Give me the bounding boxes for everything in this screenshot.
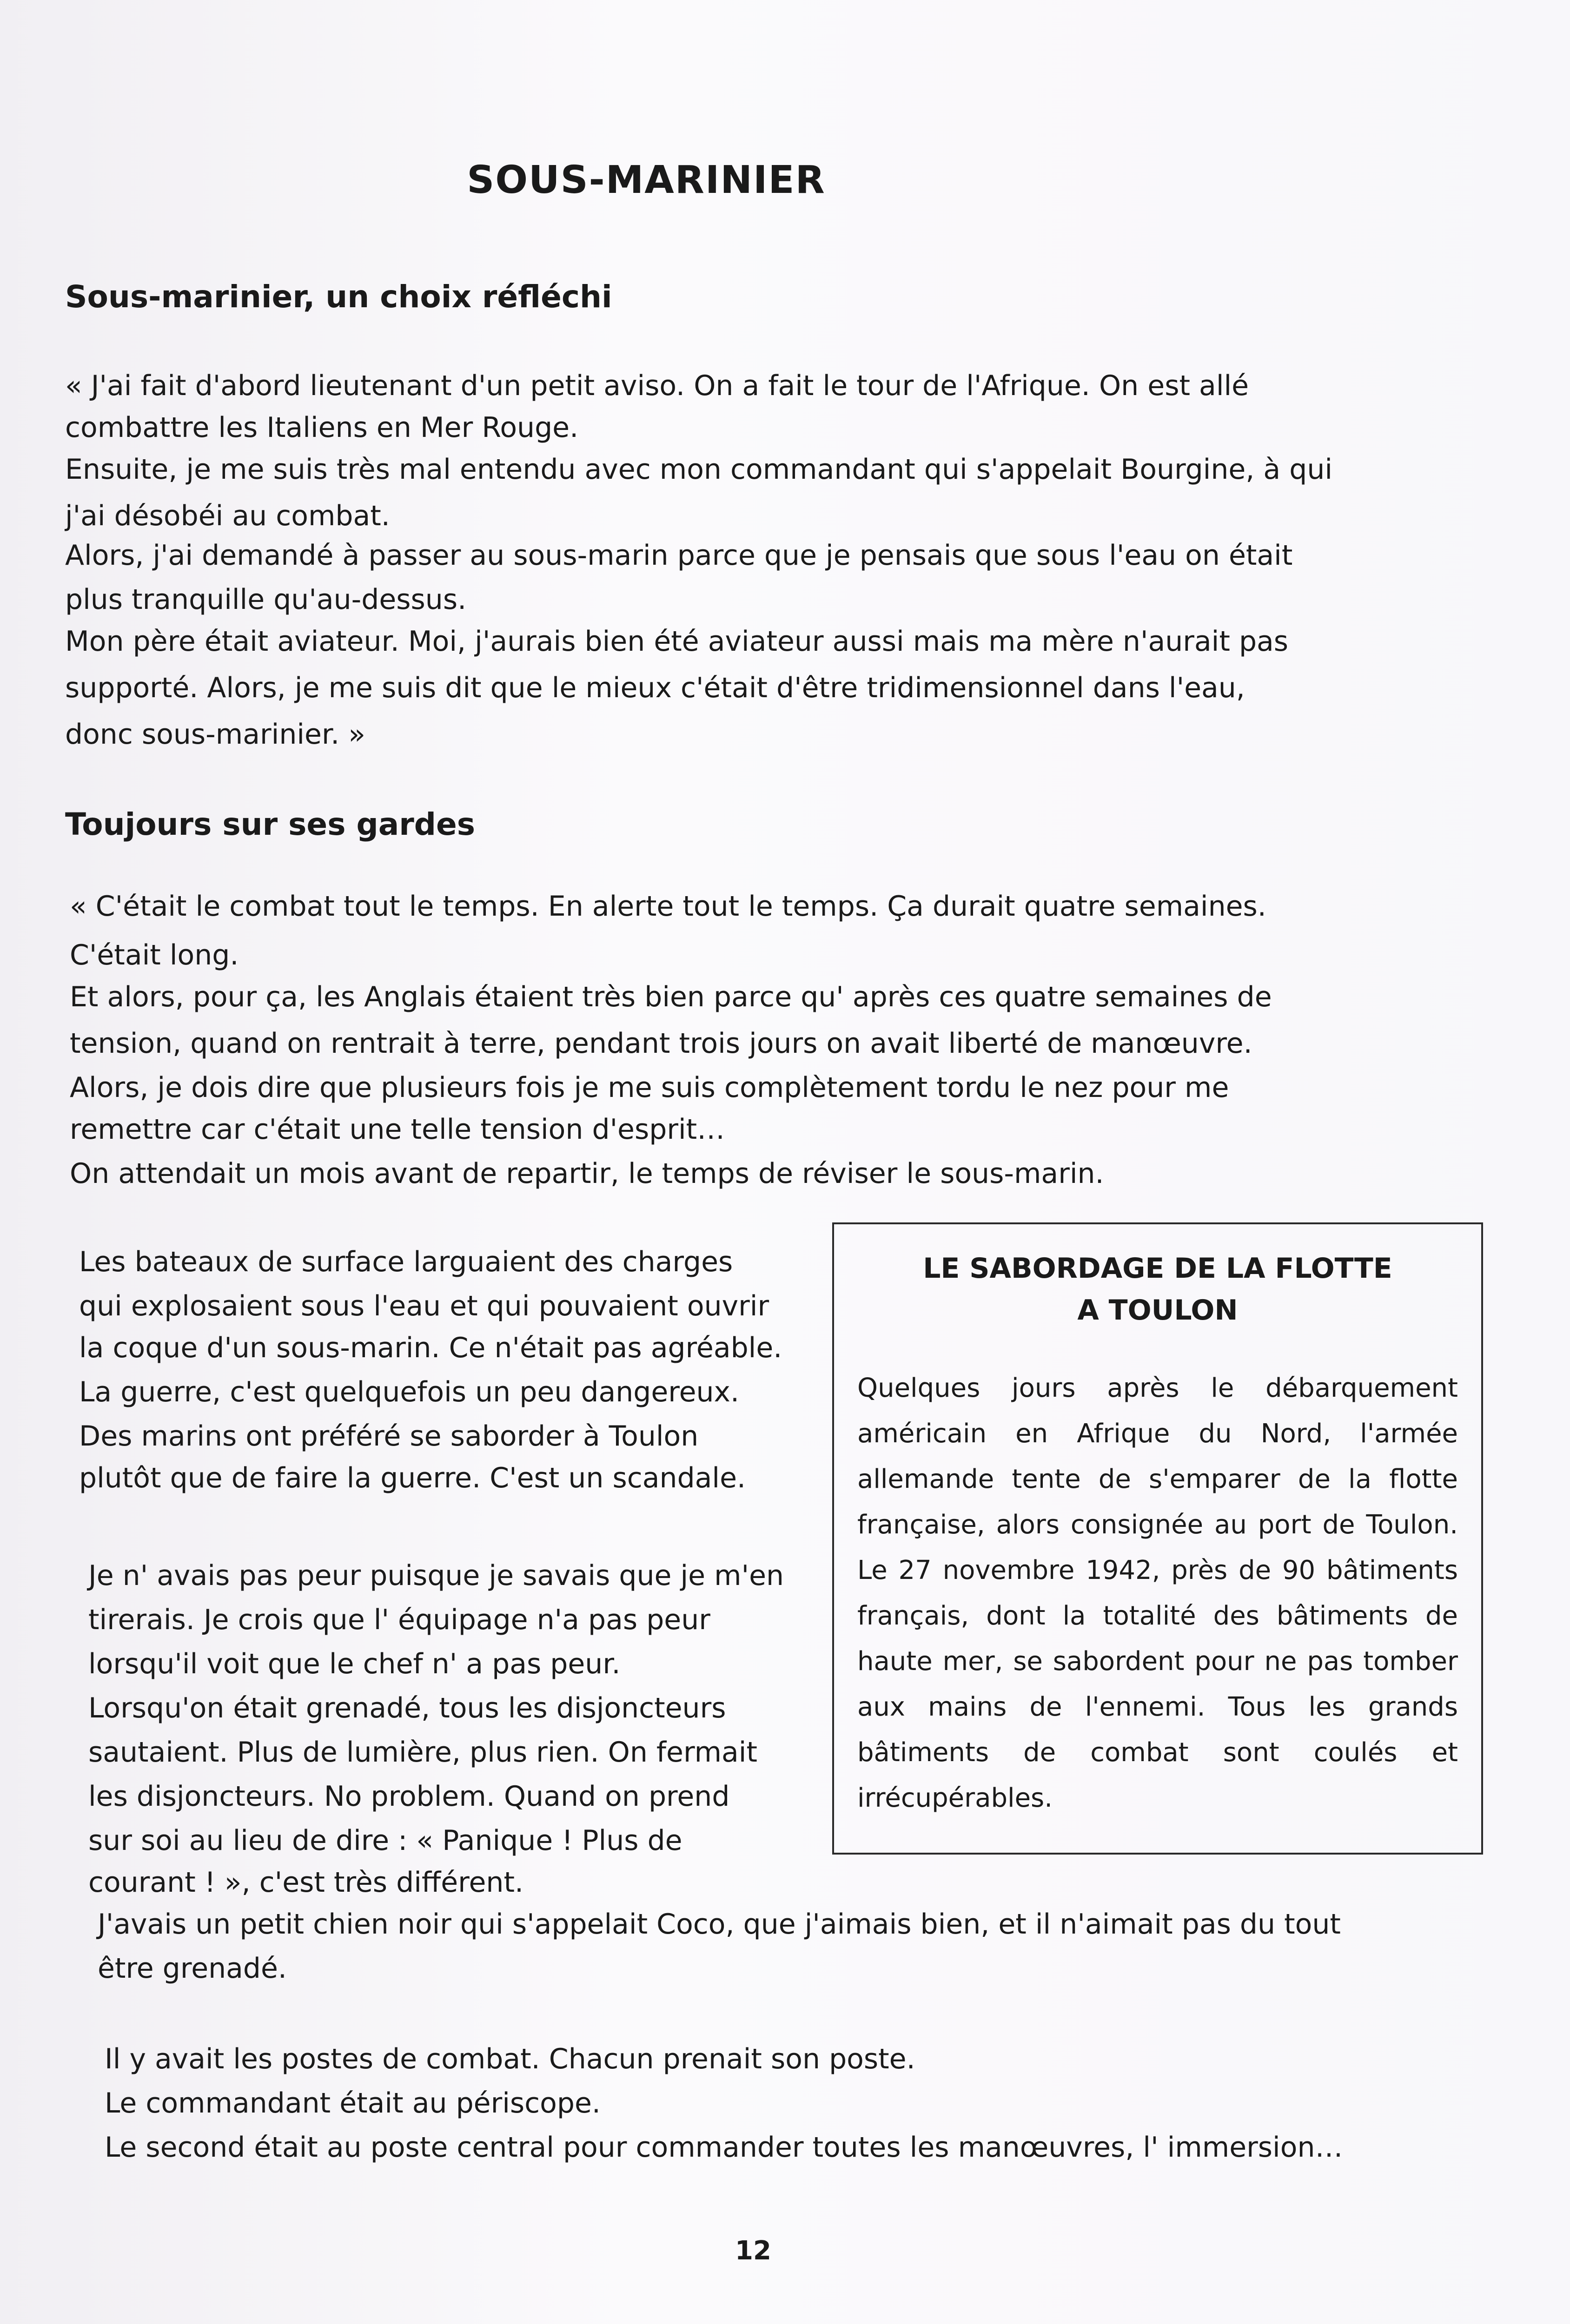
paragraph-line: les disjoncteurs. No problem. Quand on prend: [88, 1780, 730, 1813]
paragraph-line: plus tranquille qu'au-dessus.: [65, 583, 467, 616]
box-text-line: aux mains de l'ennemi. Tous les grands: [857, 1692, 1458, 1722]
paragraph-line: sur soi au lieu de dire : « Panique ! Plus de: [88, 1824, 682, 1857]
paragraph-line: Ensuite, je me suis très mal entendu avec mon commandant qui s'appelait Bourgine, à qui: [65, 453, 1333, 486]
paragraph-line: supporté. Alors, je me suis dit que le mieux c'était d'être tridimensionnel dans l'eau,: [65, 672, 1245, 704]
paragraph-line: la coque d'un sous-marin. Ce n'était pas agréable.: [79, 1332, 782, 1364]
paragraph-line: Des marins ont préféré se saborder à Toulon: [79, 1420, 699, 1452]
paragraph-line: sautaient. Plus de lumière, plus rien. On fermait: [88, 1736, 757, 1769]
paragraph-line: « J'ai fait d'abord lieutenant d'un petit aviso. On a fait le tour de l'Afrique. On est allé: [65, 370, 1249, 402]
box-text-line: Le 27 novembre 1942, près de 90 bâtiments: [857, 1555, 1458, 1585]
paragraph-line: qui explosaient sous l'eau et qui pouvaient ouvrir: [79, 1290, 769, 1322]
paragraph-line: donc sous-marinier. »: [65, 718, 365, 751]
paragraph-line: lorsqu'il voit que le chef n' a pas peur.: [88, 1648, 621, 1680]
paragraph-line: « C'était le combat tout le temps. En alerte tout le temps. Ça durait quatre semaines.: [70, 890, 1266, 923]
paragraph-line: Les bateaux de surface larguaient des charges: [79, 1246, 733, 1278]
paragraph-line: j'ai désobéi au combat.: [65, 500, 390, 532]
box-text-line: irrécupérables.: [857, 1783, 1053, 1813]
box-title-line: A TOULON: [1077, 1294, 1238, 1327]
paragraph-line: être grenadé.: [98, 1952, 287, 1985]
paragraph-line: plutôt que de faire la guerre. C'est un scandale.: [79, 1462, 746, 1494]
paragraph-line: combattre les Italiens en Mer Rouge.: [65, 411, 579, 444]
paragraph-line: tension, quand on rentrait à terre, pendant trois jours on avait liberté de manœuvre.: [70, 1027, 1252, 1060]
box-text-line: américain en Afrique du Nord, l'armée: [857, 1419, 1458, 1449]
sabordage-info-box: [832, 1222, 1483, 1855]
paragraph-line: Lorsqu'on était grenadé, tous les disjoncteurs: [88, 1692, 726, 1724]
section-heading-choix: Sous-marinier, un choix réfléchi: [65, 279, 612, 315]
page-number: 12: [735, 2236, 771, 2266]
page-title: SOUS-MARINIER: [467, 158, 826, 202]
paragraph-line: Alors, j'ai demandé à passer au sous-marin parce que je pensais que sous l'eau on était: [65, 539, 1293, 572]
section-heading-gardes: Toujours sur ses gardes: [65, 806, 476, 842]
box-text-line: français, dont la totalité des bâtiments de: [857, 1601, 1458, 1631]
box-text-line: française, alors consignée au port de Toulon.: [857, 1510, 1458, 1540]
paragraph-line: La guerre, c'est quelquefois un peu dangereux.: [79, 1376, 740, 1408]
box-text-line: Quelques jours après le débarquement: [857, 1373, 1458, 1403]
box-title-line: LE SABORDAGE DE LA FLOTTE: [923, 1252, 1392, 1285]
paragraph-line: Le commandant était au périscope.: [105, 2087, 601, 2119]
paragraph-line: J'avais un petit chien noir qui s'appelait Coco, que j'aimais bien, et il n'aimait pas du tout: [98, 1908, 1341, 1941]
paragraph-line: remettre car c'était une telle tension d'esprit…: [70, 1113, 725, 1146]
paragraph-line: C'était long.: [70, 939, 239, 971]
paragraph-line: Alors, je dois dire que plusieurs fois je me suis complètement tordu le nez pour me: [70, 1071, 1229, 1104]
paragraph-line: Mon père était aviateur. Moi, j'aurais bien été aviateur aussi mais ma mère n'aurait pas: [65, 625, 1289, 658]
paragraph-line: courant ! », c'est très différent.: [88, 1866, 524, 1899]
paragraph-line: Il y avait les postes de combat. Chacun prenait son poste.: [105, 2043, 915, 2075]
paragraph-line: On attendait un mois avant de repartir, le temps de réviser le sous-marin.: [70, 1157, 1104, 1190]
paragraph-line: Et alors, pour ça, les Anglais étaient très bien parce qu' après ces quatre semaines de: [70, 981, 1272, 1013]
paragraph-line: Le second était au poste central pour commander toutes les manœuvres, l' immersion…: [105, 2131, 1343, 2164]
paragraph-line: tirerais. Je crois que l' équipage n'a pas peur: [88, 1604, 710, 1636]
paragraph-line: Je n' avais pas peur puisque je savais que je m'en: [88, 1559, 784, 1592]
box-text-line: allemande tente de s'emparer de la flotte: [857, 1464, 1458, 1494]
box-text-line: haute mer, se sabordent pour ne pas tomber: [857, 1646, 1458, 1677]
box-text-line: bâtiments de combat sont coulés et: [857, 1737, 1458, 1768]
